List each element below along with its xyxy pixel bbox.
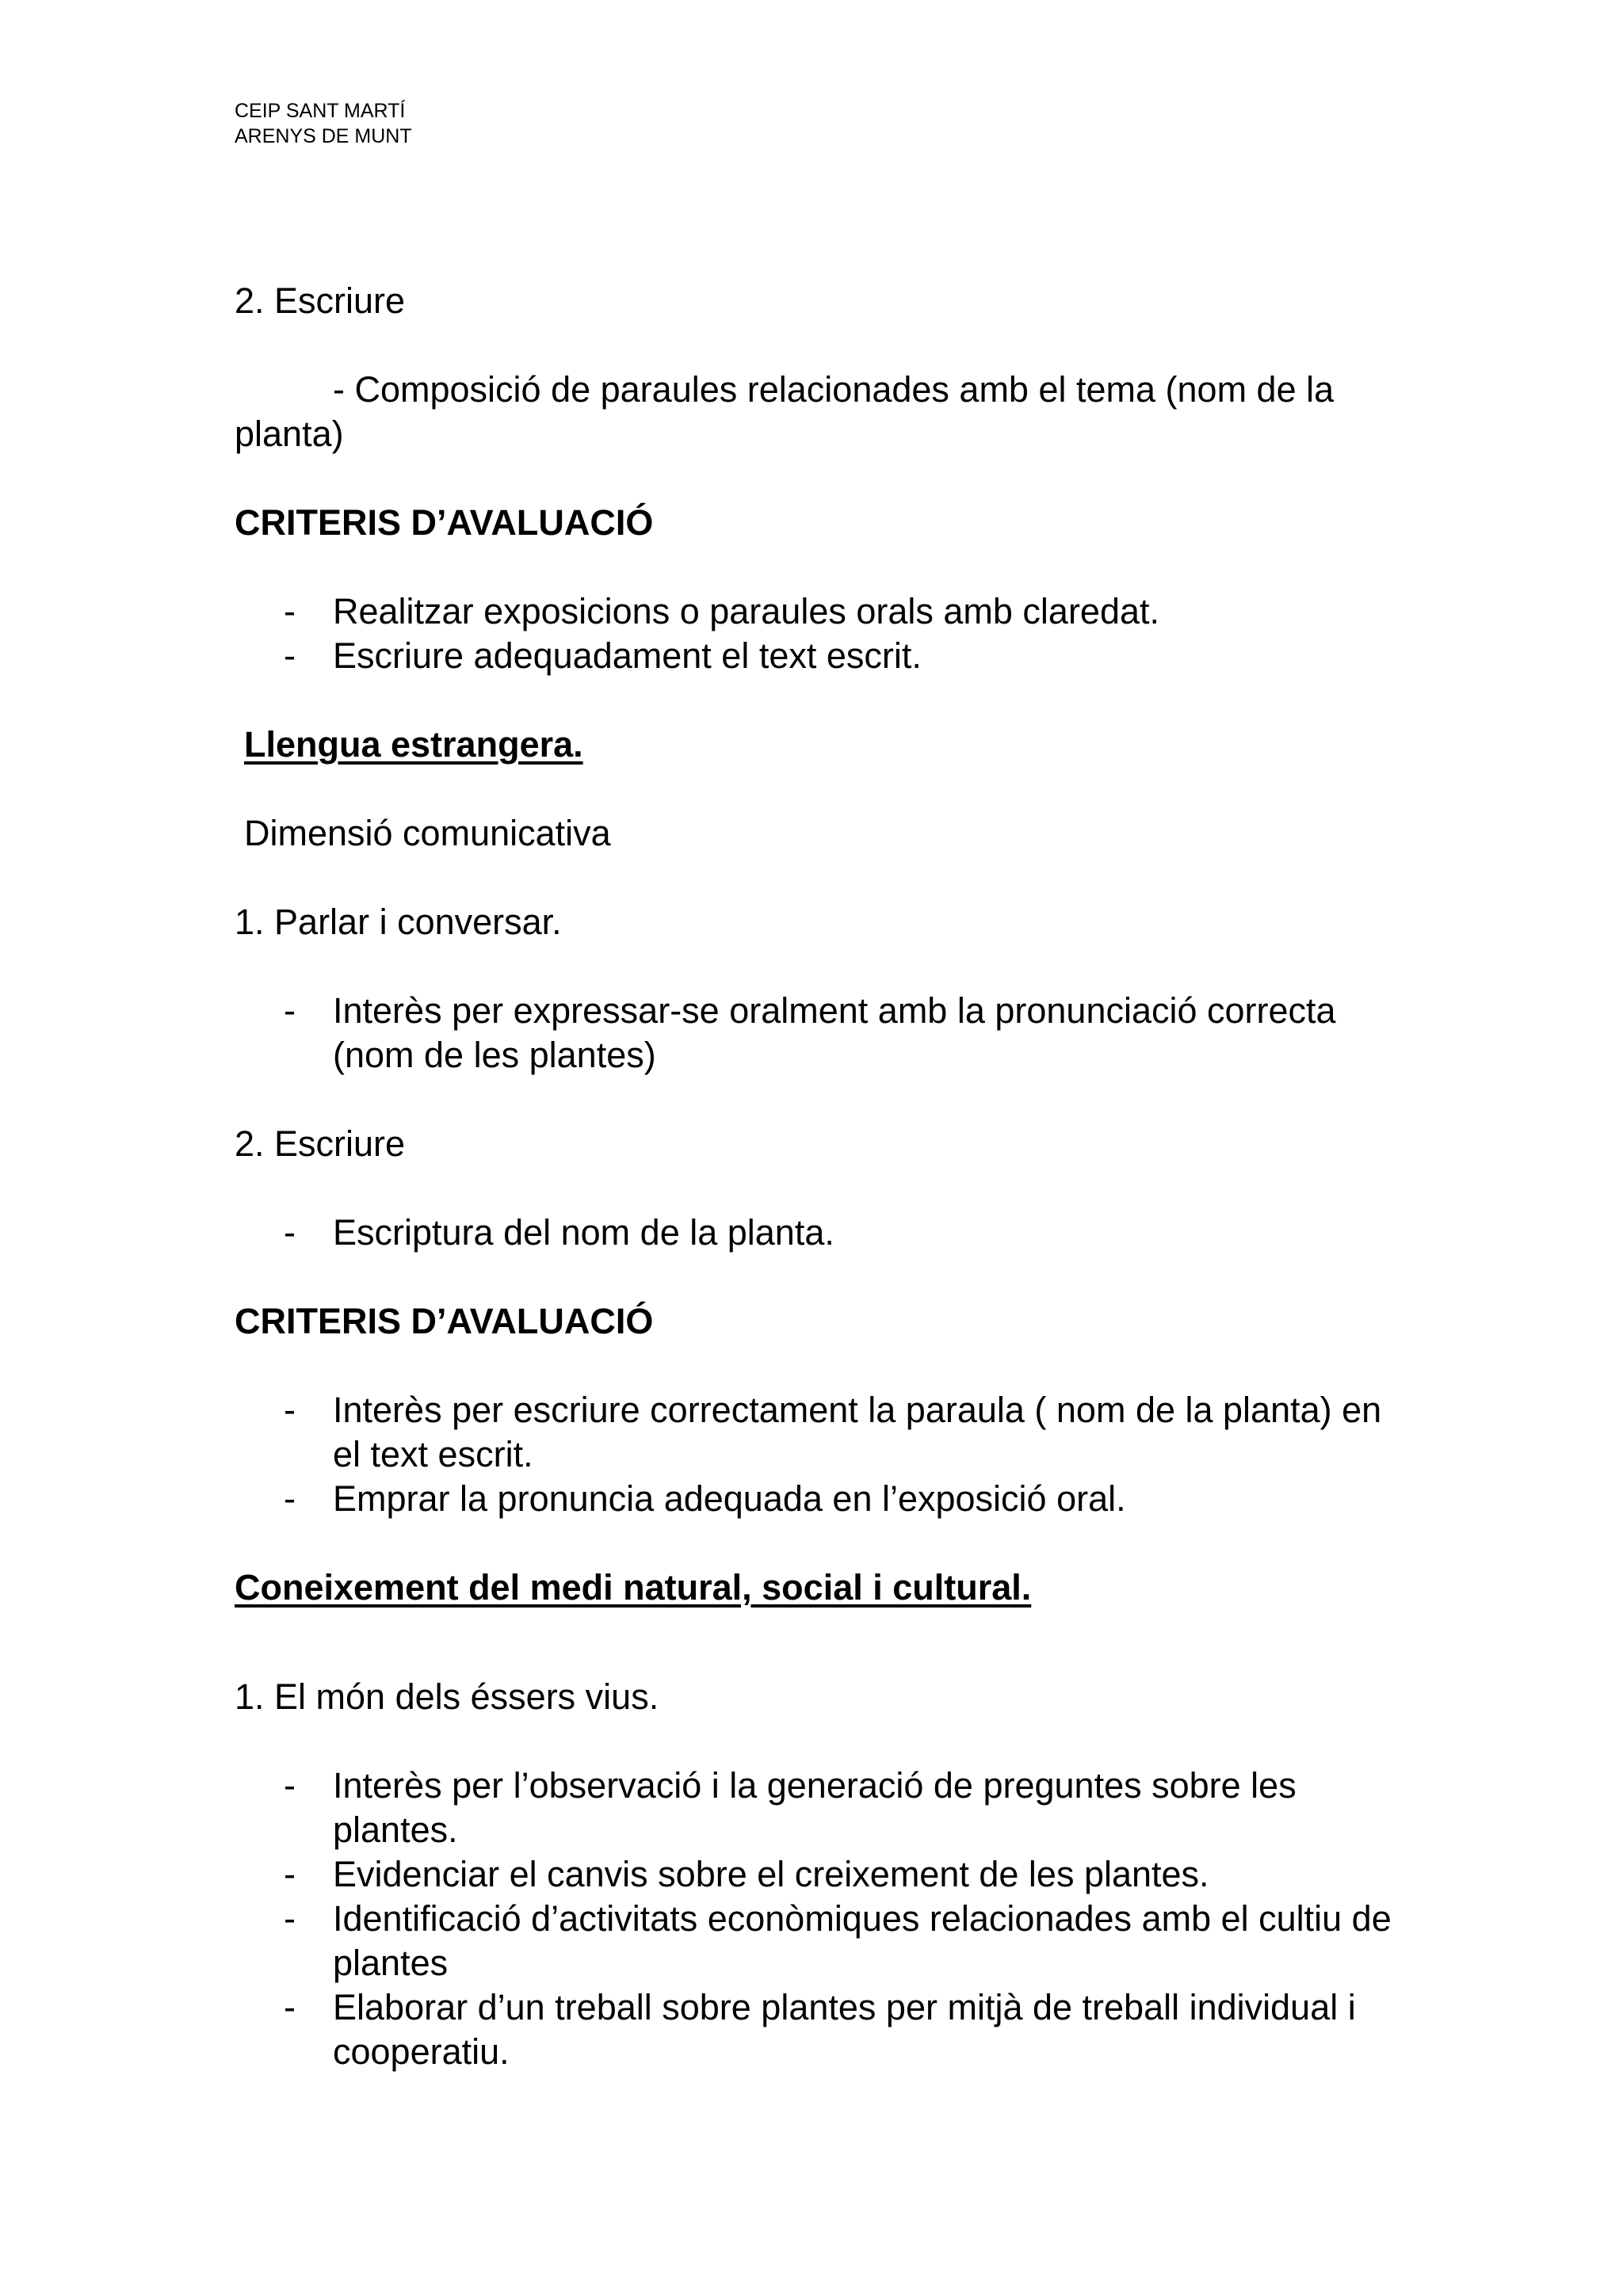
dash-bullet: - [284, 1390, 296, 1430]
coneixement-heading: Coneixement del medi natural, social i cultural. [235, 1567, 1032, 1608]
list-item: - Identificació d’activitats econòmiques relacionades amb el cultiu de plantes [284, 1898, 1392, 1983]
mon-essers-vius-heading: 1. El món dels éssers vius. [235, 1676, 659, 1717]
section-heading-escriure: 2. Escriure [235, 280, 406, 321]
list-item: - Elaborar d’un treball sobre plantes per mitjà de treball individual i cooperatiu. [284, 1987, 1356, 2072]
dash-bullet: - [284, 1898, 296, 1939]
list-item: - Emprar la pronuncia adequada en l’exposició oral. [235, 1477, 1392, 1521]
list-item: - Interès per escriure correctament la paraula ( nom de la planta) en el text escrit. [284, 1390, 1382, 1474]
school-name: CEIP SANT MARTÍ [235, 100, 406, 122]
list-item: - Evidenciar el canvis sobre el creixement de les plantes. [235, 1852, 1392, 1897]
document-body [235, 279, 1392, 2074]
escriure-list [235, 1211, 1392, 1255]
list-item: - Escriure adequadament el text escrit. [235, 634, 1392, 678]
dash-bullet: - [284, 635, 296, 676]
llengua-estrangera-heading: Llengua estrangera. [244, 724, 583, 765]
coneixement-list [235, 1764, 1392, 2074]
dash-bullet: - [284, 1765, 296, 1806]
criteris-heading-1: CRITERIS D’AVALUACIÓ [235, 502, 654, 543]
page-header [235, 98, 412, 149]
list-item: - Interès per expressar-se oralment amb la pronunciació correcta (nom de les plantes) [284, 990, 1336, 1075]
list-item: - Realitzar exposicions o paraules orals amb claredat. [235, 589, 1392, 634]
criteris-list-1 [235, 589, 1392, 678]
parlar-heading: 1. Parlar i conversar. [235, 902, 562, 942]
dash-bullet: - [284, 591, 296, 631]
escriure-heading-2: 2. Escriure [235, 1123, 406, 1164]
list-item: - Interès per l’observació i la generació de preguntes sobre les plantes. [284, 1765, 1296, 1850]
dash-bullet: - [284, 1854, 296, 1894]
criteris-list-2 [235, 1388, 1392, 1521]
dimensio-comunicativa: Dimensió comunicativa [244, 813, 611, 853]
school-location: ARENYS DE MUNT [235, 125, 412, 147]
composicio-paragraph: - Composició de paraules relacionades amb el tema (nom de la planta) [235, 369, 1335, 454]
dash-bullet: - [284, 990, 296, 1031]
dash-bullet: - [284, 1478, 296, 1519]
parlar-list [235, 989, 1392, 1077]
criteris-heading-2: CRITERIS D’AVALUACIÓ [235, 1301, 654, 1341]
dash-bullet: - [284, 1212, 296, 1253]
list-item: - Escriptura del nom de la planta. [235, 1211, 1392, 1255]
dash-bullet: - [284, 1987, 296, 2027]
